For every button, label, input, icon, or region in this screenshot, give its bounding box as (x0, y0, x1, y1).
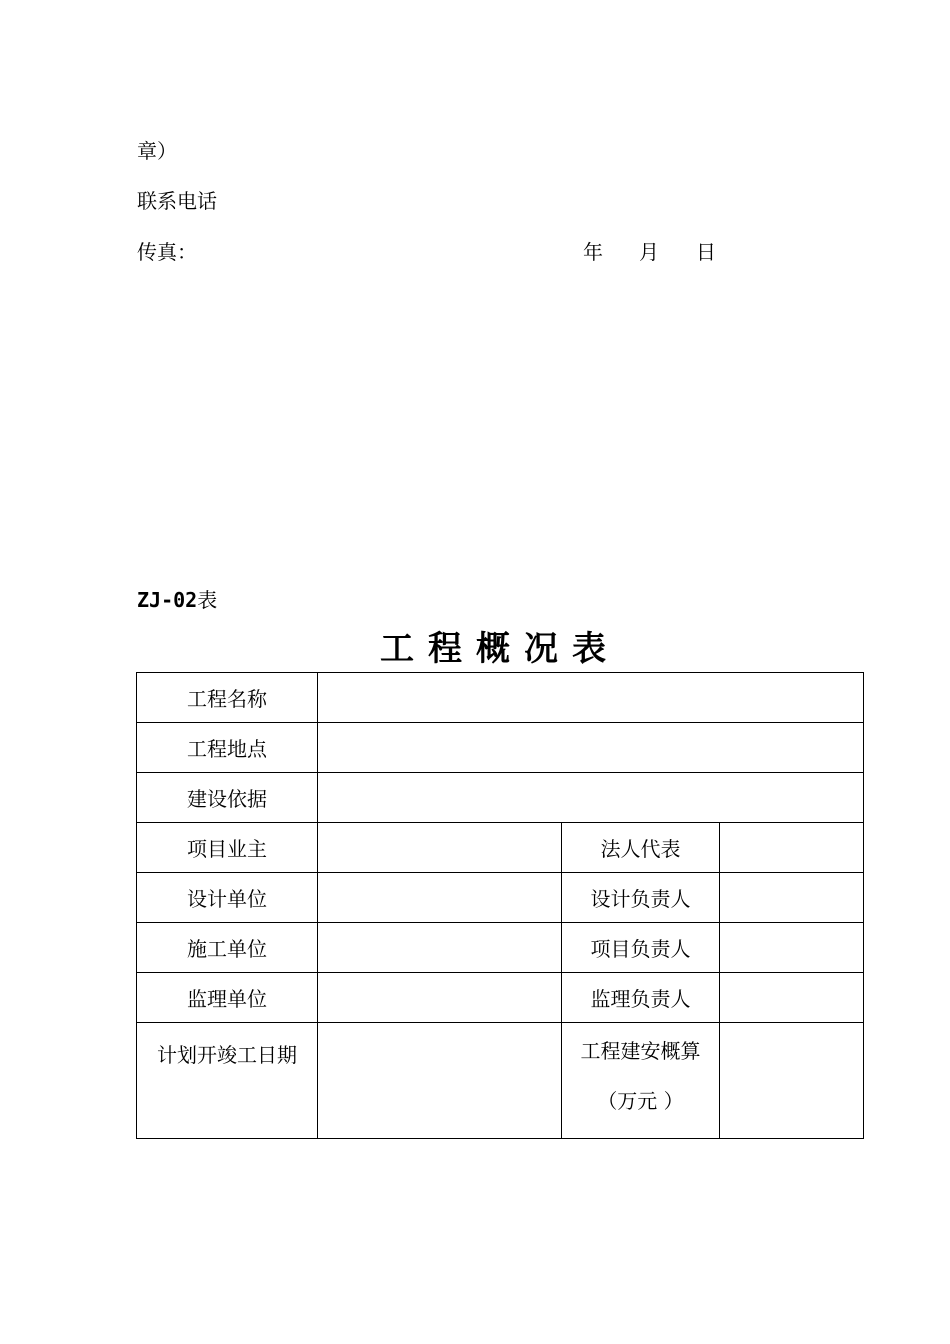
label-planned-dates: 计划开竣工日期 (137, 1023, 318, 1139)
table-row (137, 723, 864, 773)
field-supervision-unit[interactable] (318, 973, 562, 1023)
table-row (137, 923, 864, 973)
label-construction-basis: 建设依据 (137, 773, 318, 823)
label-design-unit: 设计单位 (137, 873, 318, 923)
field-design-lead[interactable] (720, 873, 864, 923)
seal-note-tail: 章） (137, 139, 177, 163)
label-budget (562, 1023, 720, 1139)
field-construction-unit[interactable] (318, 923, 562, 973)
fax-label: 传真： (137, 240, 197, 264)
label-supervision-lead: 监理负责人 (562, 973, 720, 1023)
table-row (137, 1023, 864, 1139)
field-legal-representative[interactable] (720, 823, 864, 873)
phone-label: 联系电话 (137, 189, 217, 213)
field-project-location[interactable] (318, 723, 864, 773)
form-code-number: ZJ-02 (137, 588, 198, 612)
table-row (137, 823, 864, 873)
budget-unit: （万元 ） (597, 1089, 684, 1113)
field-project-owner[interactable] (318, 823, 562, 873)
table-row (137, 773, 864, 823)
date-day-label: 日 (696, 240, 716, 264)
label-construction-unit: 施工单位 (137, 923, 318, 973)
budget-label: 工程建安概算 (580, 1039, 701, 1063)
project-overview-table (136, 672, 864, 1139)
page-title: 工程概况表 (380, 629, 620, 669)
label-design-lead: 设计负责人 (562, 873, 720, 923)
field-project-lead[interactable] (720, 923, 864, 973)
table-row (137, 973, 864, 1023)
label-project-name: 工程名称 (137, 673, 318, 723)
form-code-suffix: 表 (197, 588, 218, 612)
label-legal-representative: 法人代表 (562, 823, 720, 873)
field-supervision-lead[interactable] (720, 973, 864, 1023)
date-year-label: 年 (583, 240, 603, 264)
label-supervision-unit: 监理单位 (137, 973, 318, 1023)
label-project-lead: 项目负责人 (562, 923, 720, 973)
field-planned-dates[interactable] (318, 1023, 562, 1139)
field-construction-basis[interactable] (318, 773, 864, 823)
form-code (137, 588, 217, 612)
field-project-name[interactable] (318, 673, 864, 723)
table-row (137, 673, 864, 723)
date-month-label: 月 (639, 240, 659, 264)
label-project-location: 工程地点 (137, 723, 318, 773)
field-budget[interactable] (720, 1023, 864, 1139)
table-row (137, 873, 864, 923)
field-design-unit[interactable] (318, 873, 562, 923)
label-project-owner: 项目业主 (137, 823, 318, 873)
